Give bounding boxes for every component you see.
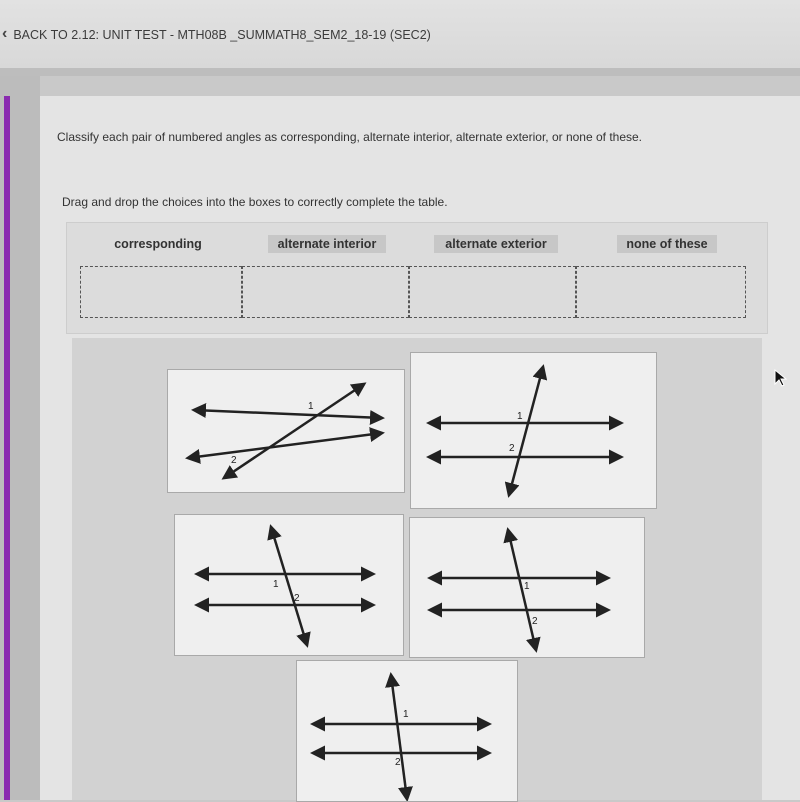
angle-label-2: 2 (231, 455, 237, 466)
drop-box-alternate-interior[interactable] (242, 266, 409, 318)
drop-box-corresponding[interactable] (80, 266, 242, 318)
angle-label-1: 1 (403, 709, 409, 720)
angle-diagram-card-3[interactable] (174, 514, 404, 656)
angle-label-2: 2 (294, 593, 300, 604)
angle-label-2: 2 (509, 443, 515, 454)
accent-bar (4, 96, 10, 800)
back-link[interactable] (2, 26, 431, 44)
question-prompt: Classify each pair of numbered angles as corresponding, alternate interior, alternate exterior, or none of these. (57, 130, 643, 144)
mouse-pointer-icon (773, 368, 789, 393)
angle-label-2: 2 (395, 757, 401, 768)
back-link-label: BACK TO 2.12: UNIT TEST - MTH08B _SUMMATH8_SEM2_18-19 (SEC2) (13, 28, 431, 42)
angle-label-1: 1 (524, 581, 530, 592)
angle-diagram-card-2[interactable] (410, 352, 657, 509)
drop-box-none-of-these[interactable] (576, 266, 746, 318)
angle-label-2: 2 (532, 616, 538, 627)
angle-diagram-card-4[interactable] (409, 517, 645, 658)
angle-label-1: 1 (517, 411, 523, 422)
question-instruction: Drag and drop the choices into the boxes to correctly complete the table. (62, 195, 448, 209)
column-header-alternate-exterior: alternate exterior (434, 235, 558, 253)
chevron-left-icon: ‹ (2, 25, 8, 42)
column-header-alternate-interior: alternate interior (268, 235, 386, 253)
angle-label-1: 1 (273, 579, 279, 590)
header-divider (0, 68, 800, 76)
column-header-corresponding: corresponding (114, 237, 202, 251)
angle-diagram-card-5[interactable] (296, 660, 518, 802)
angle-diagram-1 (168, 370, 404, 492)
angle-diagram-card-1[interactable] (167, 369, 405, 493)
angle-diagram-4 (410, 518, 644, 657)
drop-box-alternate-exterior[interactable] (409, 266, 576, 318)
angle-diagram-5 (297, 661, 517, 801)
column-header-none-of-these: none of these (617, 235, 717, 253)
angle-diagram-2 (411, 353, 656, 508)
angle-label-1: 1 (308, 401, 314, 412)
top-bar (0, 0, 800, 68)
angle-diagram-3 (175, 515, 403, 655)
